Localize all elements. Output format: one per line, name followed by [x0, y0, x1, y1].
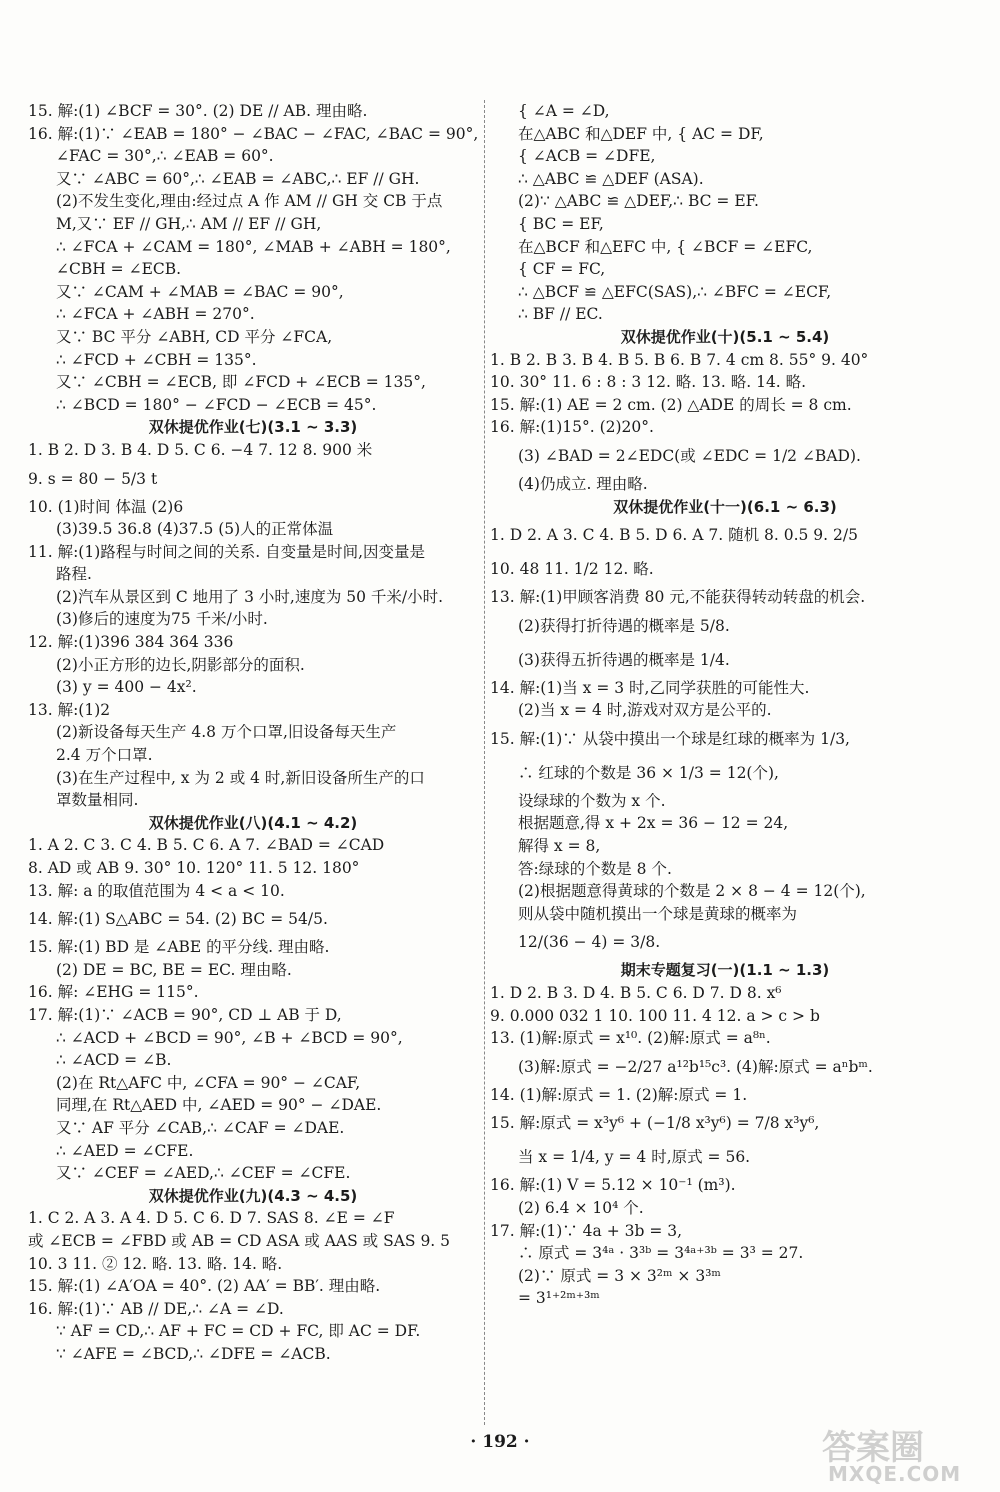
- section-title: 期末专题复习(一)(1.1 ~ 1.3): [620, 961, 830, 980]
- answer-line: 1. D 2. A 3. C 4. B 5. D 6. A 7. 随机 8. 0.5 9. 2/5: [490, 526, 858, 545]
- answer-line: 14. 解:(1) S△ABC = 54. (2) BC = 54/5.: [28, 910, 328, 929]
- answer-line: 17. 解:(1)∵ ∠ACB = 90°, CD ⊥ AB 于 D,: [28, 1005, 342, 1024]
- answer-line: ∴ ∠FCD + ∠CBH = 135°.: [56, 350, 257, 369]
- answer-line: 16. 解:(1)∵ ∠EAB = 180° − ∠BAC − ∠FAC, ∠BAC = 90°,: [28, 124, 479, 143]
- answer-line: 16. 解: ∠EHG = 115°.: [28, 983, 199, 1002]
- answer-line: 又∵ ∠CAM + ∠MAB = ∠BAC = 90°,: [56, 282, 344, 301]
- answer-line: ∠CBH = ∠ECB.: [56, 260, 182, 279]
- answer-line: 16. 解:(1)∵ AB // DE,∴ ∠A = ∠D.: [28, 1299, 284, 1318]
- answer-line: (2)当 x = 4 时,游戏对双方是公平的.: [518, 701, 772, 720]
- answer-line: ∴ 红球的个数是 36 × 1/3 = 12(个),: [518, 763, 779, 782]
- answer-line: 又∵ ∠CBH = ∠ECB, 即 ∠FCD + ∠ECB = 135°,: [56, 373, 426, 392]
- answer-line: (3) ∠BAD = 2∠EDC(或 ∠EDC = 1/2 ∠BAD).: [518, 446, 861, 465]
- answer-line: (2)根据题意得黄球的个数是 2 × 8 − 4 = 12(个),: [518, 882, 866, 901]
- section-title: 双休提优作业(十一)(6.1 ~ 6.3): [613, 497, 837, 516]
- answer-line: (2)汽车从景区到 C 地用了 3 小时,速度为 50 千米/小时.: [56, 587, 444, 606]
- answer-line: 10. (1)时间 体温 (2)6: [28, 497, 184, 516]
- answer-line: 或 ∠ECB = ∠FBD 或 AB = CD ASA 或 AAS 或 SAS 9. 5: [28, 1231, 451, 1250]
- answer-line: ∴ △BCF ≌ △EFC(SAS),∴ ∠BFC = ∠ECF,: [518, 282, 832, 301]
- answer-line: 设绿球的个数为 x 个.: [518, 791, 666, 810]
- answer-line: 10. 3 11. ② 12. 略. 13. 略. 14. 略.: [28, 1254, 283, 1273]
- answer-line: 又∵ ∠CEF = ∠AED,∴ ∠CEF = ∠CFE.: [56, 1164, 351, 1183]
- answer-line: (3)获得五折待遇的概率是 1/4.: [518, 650, 730, 669]
- answer-line: 12/(36 − 4) = 3/8.: [518, 933, 661, 952]
- answer-line: (2)新设备每天生产 4.8 万个口罩,旧设备每天生产: [56, 723, 397, 742]
- page-number: · 192 ·: [470, 1432, 530, 1452]
- answer-line: { CF = FC,: [518, 260, 606, 279]
- answer-line: 13. 解: a 的取值范围为 4 < a < 10.: [28, 881, 285, 900]
- section-title: 双休提优作业(十)(5.1 ~ 5.4): [620, 327, 830, 346]
- answer-line: 15. 解:(1) ∠BCF = 30°. (2) DE // AB. 理由略.: [28, 102, 368, 120]
- answer-line: 10. 30° 11. 6 : 8 : 3 12. 略. 13. 略. 14. 略.: [490, 373, 807, 392]
- answer-line: ∴ ∠ACD + ∠BCD = 90°, ∠B + ∠BCD = 90°,: [56, 1028, 403, 1047]
- answer-line: ∠FAC = 30°,∴ ∠EAB = 60°.: [56, 147, 274, 166]
- watermark-logo: [808, 1414, 996, 1490]
- answer-line: { BC = EF,: [518, 214, 604, 233]
- answer-line: 1. D 2. B 3. D 4. B 5. C 6. D 7. D 8. x⁶: [490, 984, 782, 1003]
- answer-line: (2) DE = BC, BE = EC. 理由略.: [56, 960, 292, 979]
- answer-line: 在△BCF 和△EFC 中, { ∠BCF = ∠EFC,: [518, 237, 813, 256]
- answer-line: ∴ 原式 = 3⁴ᵃ · 3³ᵇ = 3⁴ᵃ⁺³ᵇ = 3³ = 27.: [518, 1244, 804, 1263]
- watermark-url: MXQE.COM: [828, 1462, 962, 1486]
- watermark-title: 答案圈: [822, 1428, 924, 1468]
- section-title: 双休提优作业(八)(4.1 ~ 4.2): [148, 813, 358, 832]
- answer-line: (2)∵ △ABC ≌ △DEF,∴ BC = EF.: [518, 192, 759, 211]
- answer-line: 在△ABC 和△DEF 中, { AC = DF,: [518, 124, 764, 143]
- answer-line: (2)获得打折待遇的概率是 5/8.: [518, 616, 730, 635]
- answer-line: (2)在 Rt△AFC 中, ∠CFA = 90° − ∠CAF,: [56, 1073, 361, 1092]
- answer-line: ∴ ∠AED = ∠CFE.: [56, 1141, 194, 1160]
- answer-line: 1. C 2. A 3. A 4. D 5. C 6. D 7. SAS 8. ∠E = ∠F: [28, 1209, 395, 1228]
- answer-line: 15. 解:(1)∵ 从袋中摸出一个球是红球的概率为 1/3,: [490, 729, 850, 748]
- answer-line: (4)仍成立. 理由略.: [518, 474, 648, 493]
- answer-line: (3)在生产过程中, x 为 2 或 4 时,新旧设备所生产的口: [56, 768, 425, 787]
- answer-line: (2)不发生变化,理由:经过点 A 作 AM // GH 交 CB 于点: [56, 192, 443, 211]
- answer-line: 又∵ AF 平分 ∠CAB,∴ ∠CAF = ∠DAE.: [56, 1118, 345, 1137]
- answer-line: (2)小正方形的边长,阴影部分的面积.: [56, 655, 305, 674]
- answer-line: 13. (1)解:原式 = x¹⁰. (2)解:原式 = a⁸ⁿ.: [490, 1029, 771, 1048]
- left-column: [28, 100, 478, 1365]
- answer-line: 解得 x = 8,: [518, 837, 601, 856]
- answer-line: 1. B 2. B 3. B 4. B 5. B 6. B 7. 4 cm 8. 55° 9. 40°: [490, 350, 869, 369]
- answer-line: 罩数量相同.: [56, 791, 139, 810]
- answer-line: 13. 解:(1)甲顾客消费 80 元,不能获得转动转盘的机会.: [490, 588, 866, 607]
- answer-line: 14. 解:(1)当 x = 3 时,乙同学获胜的可能性大.: [490, 678, 810, 697]
- answer-line: (2)∵ 原式 = 3 × 3²ᵐ × 3³ᵐ: [518, 1266, 721, 1285]
- answer-line: (3)解:原式 = −2/27 a¹²b¹⁵c³. (4)解:原式 = aⁿbᵐ.: [518, 1057, 873, 1076]
- answer-line: 路程.: [56, 565, 92, 584]
- answer-line: = 3¹⁺²ᵐ⁺³ᵐ: [518, 1289, 600, 1308]
- answer-line: (3) y = 400 − 4x².: [56, 678, 197, 697]
- answer-line: 同理,在 Rt△AED 中, ∠AED = 90° − ∠DAE.: [56, 1096, 382, 1115]
- answer-line: ∵ ∠AFE = ∠BCD,∴ ∠DFE = ∠ACB.: [56, 1344, 331, 1363]
- answer-line: 答:绿球的个数是 8 个.: [518, 859, 672, 878]
- answer-line: ∴ ∠ACD = ∠B.: [56, 1051, 172, 1070]
- answer-line: 当 x = 1/4, y = 4 时,原式 = 56.: [518, 1148, 751, 1167]
- answer-line: 16. 解:(1)15°. (2)20°.: [490, 418, 654, 437]
- answer-line: ∴ ∠FCA + ∠ABH = 270°.: [56, 305, 255, 324]
- answer-line: 根据题意,得 x + 2x = 36 − 12 = 24,: [518, 814, 789, 833]
- answer-line: ∴ ∠BCD = 180° − ∠FCD − ∠ECB = 45°.: [56, 395, 377, 414]
- answer-line: ∴ BF // EC.: [518, 305, 603, 324]
- answer-line: 16. 解:(1) V = 5.12 × 10⁻¹ (m³).: [490, 1176, 736, 1195]
- answer-line: (3)修后的速度为75 千米/小时.: [56, 610, 268, 629]
- answer-line: 15. 解:(1) AE = 2 cm. (2) △ADE 的周长 = 8 cm.: [490, 395, 852, 414]
- answer-line: 15. 解:(1) ∠A′OA = 40°. (2) AA′ = BB′. 理由略.: [28, 1277, 381, 1296]
- answer-line: 9. 0.000 032 1 10. 100 11. 4 12. a > c > b: [490, 1006, 820, 1025]
- answer-line: ∴ ∠FCA + ∠CAM = 180°, ∠MAB + ∠ABH = 180°,: [56, 237, 451, 256]
- answer-line: 1. B 2. D 3. B 4. D 5. C 6. −4 7. 12 8. 900 米: [28, 440, 373, 459]
- answer-line: 8. AD 或 AB 9. 30° 10. 120° 11. 5 12. 180°: [28, 859, 360, 877]
- right-column: [490, 100, 960, 1310]
- answer-line: ∴ △ABC ≌ △DEF (ASA).: [518, 169, 704, 188]
- answer-line: 1. A 2. C 3. C 4. B 5. C 6. A 7. ∠BAD = ∠CAD: [28, 836, 385, 855]
- answer-line: (3)39.5 36.8 (4)37.5 (5)人的正常体温: [56, 520, 334, 539]
- answer-line: 14. (1)解:原式 = 1. (2)解:原式 = 1.: [490, 1085, 748, 1104]
- answer-line: 15. 解:原式 = x³y⁶ + (−1/8 x³y⁶) = 7/8 x³y⁶,: [490, 1114, 820, 1133]
- answer-line: 9. s = 80 − 5/3 t: [28, 469, 158, 488]
- section-title: 双休提优作业(九)(4.3 ~ 4.5): [148, 1186, 358, 1205]
- answer-line: M,又∵ EF // GH,∴ AM // EF // GH,: [56, 214, 322, 233]
- answer-line: 12. 解:(1)396 384 364 336: [28, 633, 234, 652]
- answer-line: 17. 解:(1)∵ 4a + 3b = 3,: [490, 1221, 683, 1240]
- section-title: 双休提优作业(七)(3.1 ~ 3.3): [148, 418, 358, 437]
- answer-line: (2) 6.4 × 10⁴ 个.: [518, 1199, 644, 1217]
- answer-line: 又∵ ∠ABC = 60°,∴ ∠EAB = ∠ABC,∴ EF // GH.: [56, 169, 420, 188]
- answer-line: { ∠ACB = ∠DFE,: [518, 147, 656, 166]
- answer-line: 又∵ BC 平分 ∠ABH, CD 平分 ∠FCA,: [56, 327, 333, 346]
- column-divider: [484, 100, 485, 1425]
- answer-line: 2.4 万个口罩.: [56, 746, 153, 765]
- answer-line: 15. 解:(1) BD 是 ∠ABE 的平分线. 理由略.: [28, 938, 330, 957]
- answer-line: 13. 解:(1)2: [28, 700, 111, 719]
- answer-line: 则从袋中随机摸出一个球是黄球的概率为: [518, 904, 798, 923]
- answer-line: 11. 解:(1)路程与时间之间的关系. 自变量是时间,因变量是: [28, 542, 426, 561]
- answer-line: ∵ AF = CD,∴ AF + FC = CD + FC, 即 AC = DF.: [56, 1322, 421, 1341]
- answer-line: 10. 48 11. 1/2 12. 略.: [490, 560, 654, 579]
- answer-line: { ∠A = ∠D,: [518, 102, 610, 120]
